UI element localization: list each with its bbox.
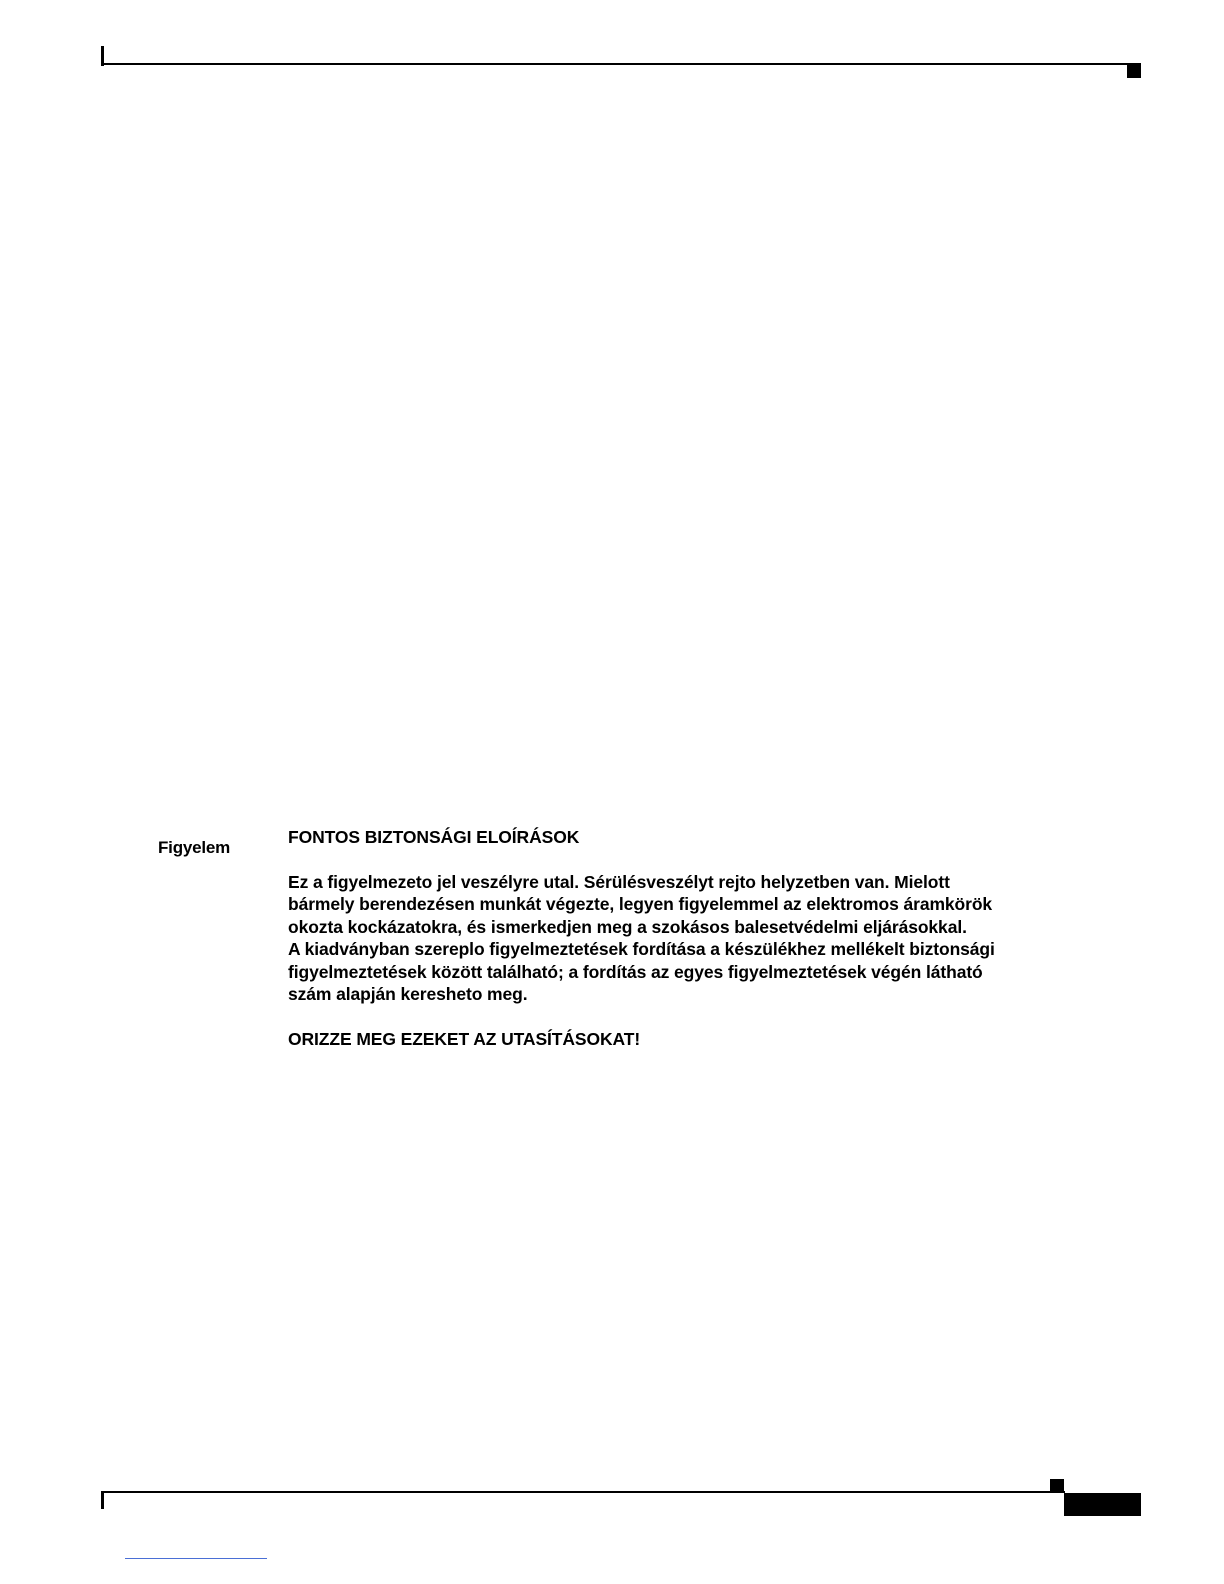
warning-title: FONTOS BIZTONSÁGI ELOÍRÁSOK <box>288 827 580 847</box>
footer-link-underline <box>125 1558 267 1559</box>
warning-footer: ORIZZE MEG EZEKET AZ UTASÍTÁSOKAT! <box>288 1028 641 1049</box>
header-rule <box>101 63 1141 65</box>
warning-text: Ez a figyelmezeto jel veszélyre utal. Sérülésveszélyt rejto helyzetben van. Mielott bármely berendezésen munkát végezte, legyen figyelemmel az elektromos áramkörök okozta kockázatokra, és ismerkedjen meg a szokásos balesetvédelmi eljárásokkal. A kiadványban szereplo figyelmeztetések fordítása a készülékhez mellékelt biztonsági figyelmeztetések között található; a fordítás az egyes figyelmeztetések végén látható szám alapján keresheto meg. <box>288 871 995 1004</box>
warning-label: Figyelem <box>158 838 231 857</box>
warning-content <box>288 826 1078 1050</box>
page-number-tab <box>1064 1493 1141 1516</box>
footer-rule <box>101 1491 1065 1493</box>
header-corner-marker <box>1127 64 1141 78</box>
footer-left-tick <box>101 1491 104 1509</box>
footer-corner-marker <box>1050 1479 1064 1493</box>
